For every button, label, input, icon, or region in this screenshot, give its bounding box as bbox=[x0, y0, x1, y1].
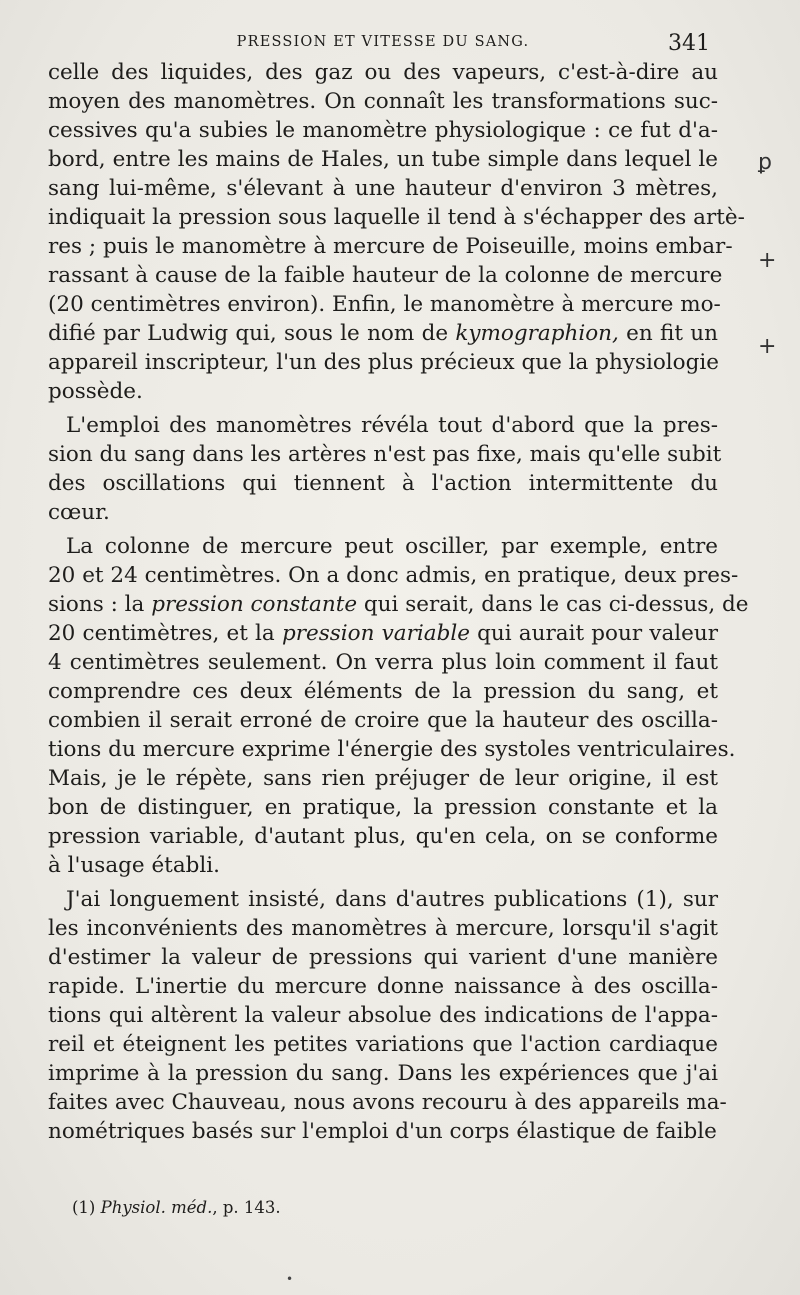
footnote-marker: (1) bbox=[72, 1198, 96, 1217]
text-line: rapide. L'inertie du mercure donne naissance à des oscilla- bbox=[48, 974, 718, 999]
text-line: indiquait la pression sous laquelle il tend à s'échapper des artè- bbox=[48, 205, 745, 230]
text-line: à l'usage établi. bbox=[48, 853, 220, 878]
footnote-source: Physiol. méd. bbox=[100, 1198, 213, 1217]
paragraph bbox=[48, 885, 727, 1146]
text-line: bord, entre les mains de Hales, un tube simple dans lequel le bbox=[48, 147, 718, 172]
text-line: (20 centimètres environ). Enfin, le manomètre à mercure mo- bbox=[48, 292, 721, 317]
text-line: tions qui altèrent la valeur absolue des indications de l'appa- bbox=[48, 1003, 718, 1028]
text-line: Mais, je le répète, sans rien préjuger de leur origine, il est bbox=[48, 766, 718, 791]
text-line: tions du mercure exprime l'énergie des systoles ventriculaires. bbox=[48, 737, 736, 762]
running-title: PRESSION ET VITESSE DU SANG. bbox=[236, 34, 530, 50]
page-header bbox=[48, 28, 718, 58]
text-line: difié par Ludwig qui, sous le nom de kymographion, en fit un bbox=[48, 321, 718, 346]
text-line: pression variable, d'autant plus, qu'en cela, on se conforme bbox=[48, 824, 718, 849]
text-line: J'ai longuement insisté, dans d'autres publications (1), sur bbox=[66, 887, 718, 912]
text-line: rassant à cause de la faible hauteur de la colonne de mercure bbox=[48, 263, 723, 288]
text-line: appareil inscripteur, l'un des plus précieux que la physiologie bbox=[48, 350, 719, 375]
paragraph bbox=[48, 411, 722, 527]
margin-annotation-1: ꝑ bbox=[758, 150, 772, 175]
text-line: imprime à la pression du sang. Dans les expériences que j'ai bbox=[48, 1061, 718, 1086]
paragraph bbox=[48, 58, 745, 406]
italic-term: pression variable bbox=[281, 621, 470, 646]
text-line: celle des liquides, des gaz ou des vapeurs, c'est-à-dire au bbox=[48, 60, 718, 85]
text-line: res ; puis le manomètre à mercure de Poiseuille, moins embar- bbox=[48, 234, 733, 259]
text-line: comprendre ces deux éléments de la pression du sang, et bbox=[48, 679, 718, 704]
text-line: d'estimer la valeur de pressions qui varient d'une manière bbox=[48, 945, 718, 970]
text-line: 20 centimètres, et la pression variable qui aurait pour valeur bbox=[48, 621, 718, 646]
text-line: moyen des manomètres. On connaît les transformations suc- bbox=[48, 89, 718, 114]
margin-annotation-3: + bbox=[758, 334, 777, 359]
bottom-speck: • bbox=[286, 1272, 294, 1286]
text-line: sang lui-même, s'élevant à une hauteur d'environ 3 mètres, bbox=[48, 176, 718, 201]
page-number: 341 bbox=[668, 31, 710, 56]
text-line: sions : la pression constante qui serait, dans le cas ci-dessus, de bbox=[48, 592, 749, 617]
text-line: des oscillations qui tiennent à l'action intermittente du bbox=[48, 471, 718, 496]
text-line: L'emploi des manomètres révéla tout d'abord que la pres- bbox=[66, 413, 718, 438]
text-line: combien il serait erroné de croire que la hauteur des oscilla- bbox=[48, 708, 718, 733]
text-line: cessives qu'a subies le manomètre physiologique : ce fut d'a- bbox=[48, 118, 718, 143]
body-text bbox=[48, 58, 749, 1151]
footnote bbox=[72, 1198, 281, 1217]
italic-term: kymographion, bbox=[455, 321, 619, 346]
footnote-page: , p. 143. bbox=[212, 1198, 281, 1217]
text-line: possède. bbox=[48, 379, 143, 404]
text-line: reil et éteignent les petites variations que l'action cardiaque bbox=[48, 1032, 718, 1057]
text-line: sion du sang dans les artères n'est pas fixe, mais qu'elle subit bbox=[48, 442, 722, 467]
text-line: 4 centimètres seulement. On verra plus loin comment il faut bbox=[48, 650, 718, 675]
text-line: 20 et 24 centimètres. On a donc admis, en pratique, deux pres- bbox=[48, 563, 739, 588]
text-line: La colonne de mercure peut osciller, par exemple, entre bbox=[66, 534, 718, 559]
margin-annotation-2: + bbox=[758, 248, 777, 273]
paragraph bbox=[48, 532, 749, 880]
text-line: bon de distinguer, en pratique, la pression constante et la bbox=[48, 795, 718, 820]
text-line: les inconvénients des manomètres à mercure, lorsqu'il s'agit bbox=[48, 916, 718, 941]
text-line: nométriques basés sur l'emploi d'un corps élastique de faible bbox=[48, 1119, 717, 1144]
italic-term: pression constante bbox=[151, 592, 358, 617]
text-line: cœur. bbox=[48, 500, 110, 525]
text-line: faites avec Chauveau, nous avons recouru à des appareils ma- bbox=[48, 1090, 727, 1115]
